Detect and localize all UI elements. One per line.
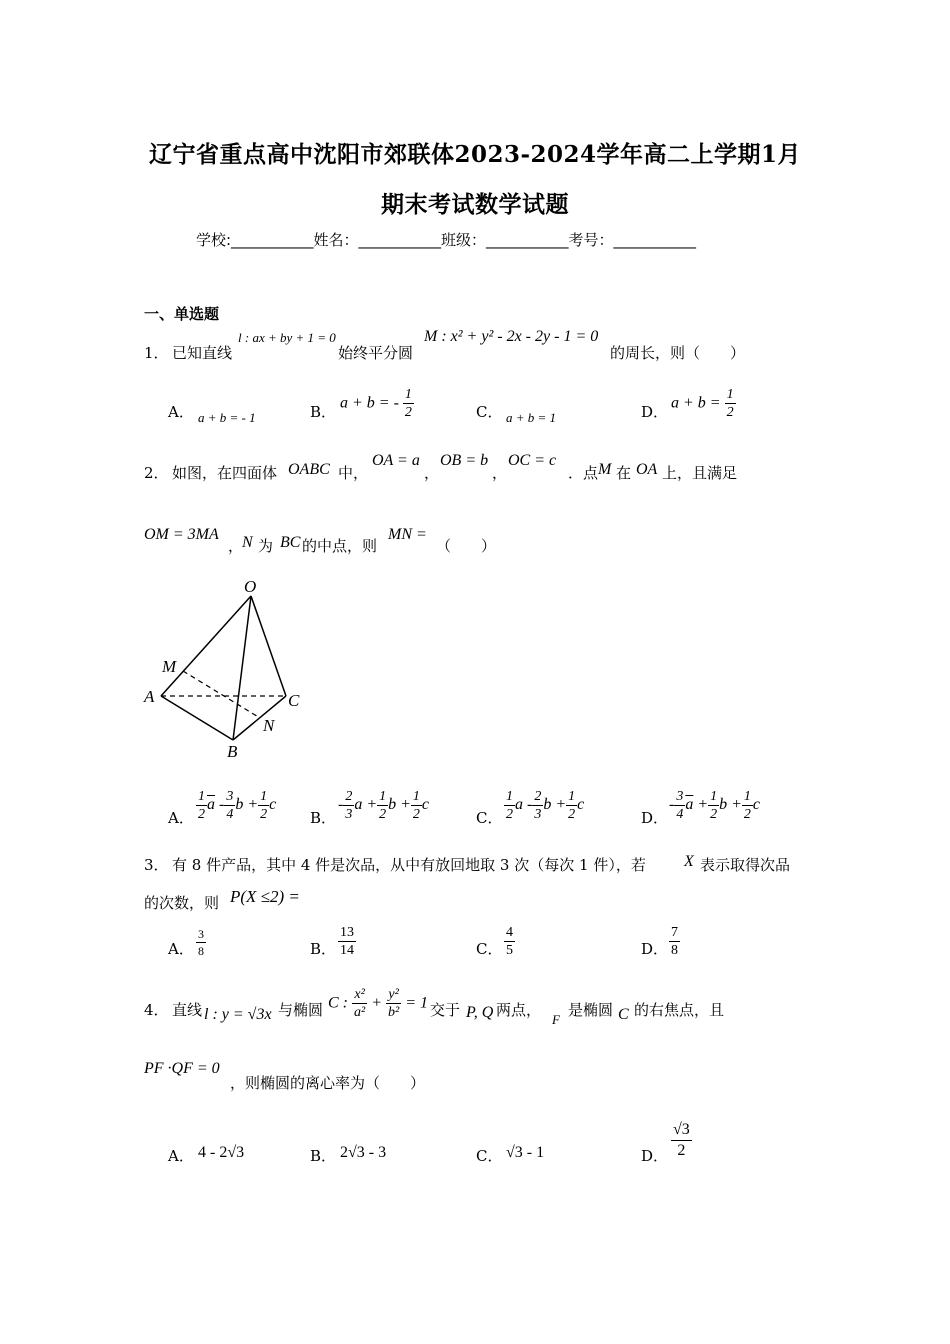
q2-option-b-value: - $\frac{2}{3}$ a + $\frac{1}{2}$ b + $\frac{1}{2}$ c	[338, 789, 430, 822]
q4-line-equation: l : y = √3x	[204, 1006, 272, 1023]
q4-ellipse-c: C	[618, 1006, 629, 1023]
q4-text-6: 的右焦点，且	[634, 1001, 725, 1019]
q4-option-c-label: C．	[476, 1147, 503, 1165]
q3-option-d-label: D．	[641, 940, 669, 958]
q2-segment-oa: OA	[636, 461, 658, 478]
edge-oa	[161, 596, 251, 696]
q2-text-2: 中，	[338, 464, 369, 482]
q1-text-2: 始终平分圆	[338, 344, 414, 362]
q4-text-3: 交于	[430, 1001, 461, 1019]
q2-number: 2．	[144, 464, 169, 482]
q3-option-c-value: 4 5	[506, 925, 513, 958]
q4-text-2: 与椭圆	[278, 1001, 324, 1019]
q2-sep-2: ，	[492, 464, 508, 482]
page-title-line1: 辽宁省重点高中沈阳市郊联体2023-2024学年高二上学期1月	[148, 141, 802, 168]
label-o: O	[244, 577, 257, 596]
q4-option-a-label: A．	[168, 1147, 194, 1165]
label-a: A	[144, 687, 155, 706]
q1-line-equation: l : ax + by + 1 = 0	[238, 330, 336, 345]
q4-points-pq: P, Q	[466, 1004, 494, 1021]
q3-text-3: 的次数，则	[144, 894, 220, 912]
q3-probability: P(X ≤2) =	[230, 887, 300, 906]
q4-option-d-value: √3 2	[673, 1121, 690, 1159]
q4-ellipse-equation: C : $\frac{\text{x²}}{\text{a²}}$ + $\frac{\text{y²}}{\text{b²}}$ = 1	[328, 987, 428, 1020]
page-title-line2: 期末考试数学试题	[381, 191, 569, 218]
segment-mn-hidden	[183, 671, 260, 718]
section-title: 一、单选题	[144, 305, 220, 323]
q2-text-4: 在	[616, 464, 632, 482]
q2-text-3: ．点	[568, 464, 599, 482]
q3-option-b-label: B．	[310, 940, 337, 958]
q1-circle-equation: M : x² + y² - 2x - 2y - 1 = 0	[424, 328, 599, 345]
q2-point-n: N	[242, 534, 253, 551]
edge-ab	[161, 696, 233, 740]
tetrahedron-figure	[140, 574, 320, 764]
q2-option-a-value: $\frac{1}{2}$ $\overline{a}$ - $\frac{3}{4}$ b + $\frac{1}{2}$ c	[198, 789, 277, 822]
q1-option-d-label: D．	[641, 403, 669, 421]
q3-option-a-value: 3 8	[198, 927, 204, 958]
q4-text-4: 两点，	[496, 1001, 542, 1019]
q1-option-b-value: a + b = - $\frac{1}{2}$	[340, 387, 412, 420]
q2-option-b-label: B．	[310, 809, 337, 827]
q4-dot-product: PF ·QF = 0	[144, 1060, 220, 1077]
q2-text-6: ，	[228, 537, 244, 555]
q1-text-1: 已知直线	[172, 344, 233, 362]
q1-option-b-label: B．	[310, 403, 337, 421]
q2-vector-mn: MN =	[388, 526, 427, 543]
q2-text-8: 的中点，则	[302, 537, 378, 555]
q4-focus-f: F	[552, 1012, 560, 1027]
q3-variable-x: X	[684, 853, 694, 870]
q2-option-d-value: - $\frac{3}{4}$ $\overline{a}$ + $\frac{1}{2}$ b + $\frac{1}{2}$ c	[669, 789, 761, 822]
q3-option-b-value: 13 14	[340, 925, 354, 958]
q3-option-a-label: A．	[168, 940, 194, 958]
q2-sep-1: ，	[424, 464, 440, 482]
q3-option-d-value: 7 8	[671, 925, 678, 958]
q2-text-5: 上，且满足	[662, 464, 738, 482]
q1-option-a-value: a + b = - 1	[198, 410, 256, 425]
edge-ob	[233, 596, 251, 740]
q3-text-1: 有 8 件产品，其中 4 件是次品，从中有放回地取 3 次（每次 1 件），若	[172, 856, 646, 874]
q4-text-1: 直线	[172, 1001, 203, 1019]
q2-vector-oc: OC = c	[508, 452, 557, 469]
label-n: N	[263, 716, 275, 735]
q2-text-9: （ ）	[436, 537, 497, 555]
q4-text-7: ，则椭圆的离心率为（ ）	[230, 1074, 426, 1092]
q4-number: 4．	[144, 1001, 169, 1019]
label-c: C	[288, 691, 300, 710]
q1-option-a-label: A．	[168, 403, 194, 421]
label-m: M	[162, 657, 177, 676]
q2-tetrahedron-name: OABC	[288, 461, 330, 478]
q1-number: 1．	[144, 344, 169, 362]
q2-option-a-label: A．	[168, 809, 194, 827]
q2-point-m: M	[598, 461, 612, 478]
q4-option-a-value: 4 - 2√3	[198, 1144, 245, 1161]
q1-option-c-value: a + b = 1	[506, 410, 557, 425]
q4-option-c-value: √3 - 1	[506, 1144, 545, 1161]
q2-option-c-label: C．	[476, 809, 503, 827]
q4-option-b-value: 2√3 - 3	[340, 1144, 387, 1161]
q2-vector-ob: OB = b	[440, 452, 489, 469]
q2-text-7: 为	[258, 537, 274, 555]
q2-vector-om: OM = 3MA	[144, 526, 219, 543]
edge-bc	[233, 696, 286, 740]
q4-option-d-label: D．	[641, 1147, 669, 1165]
q1-option-c-label: C．	[476, 403, 503, 421]
student-info-line: 学校:___________姓名：___________班级：___________考号：___________	[196, 231, 697, 249]
q2-text-1: 如图，在四面体	[172, 464, 278, 482]
q3-number: 3．	[144, 856, 169, 874]
q2-vector-oa: OA = a	[372, 452, 420, 469]
q2-option-c-value: $\frac{1}{2}$ a - $\frac{2}{3}$ b + $\frac{1}{2}$ c	[506, 789, 585, 822]
q4-option-b-label: B．	[310, 1147, 337, 1165]
label-b: B	[227, 742, 238, 761]
edge-oc	[251, 596, 286, 696]
q1-option-d-value: a + b = $\frac{1}{2}$	[671, 387, 734, 420]
q4-text-5: 是椭圆	[568, 1001, 614, 1019]
q2-segment-bc: BC	[280, 534, 301, 551]
q3-text-2: 表示取得次品	[700, 856, 791, 874]
q2-option-d-label: D．	[641, 809, 669, 827]
q1-text-3: 的周长，则（ ）	[610, 344, 746, 362]
q3-option-c-label: C．	[476, 940, 503, 958]
